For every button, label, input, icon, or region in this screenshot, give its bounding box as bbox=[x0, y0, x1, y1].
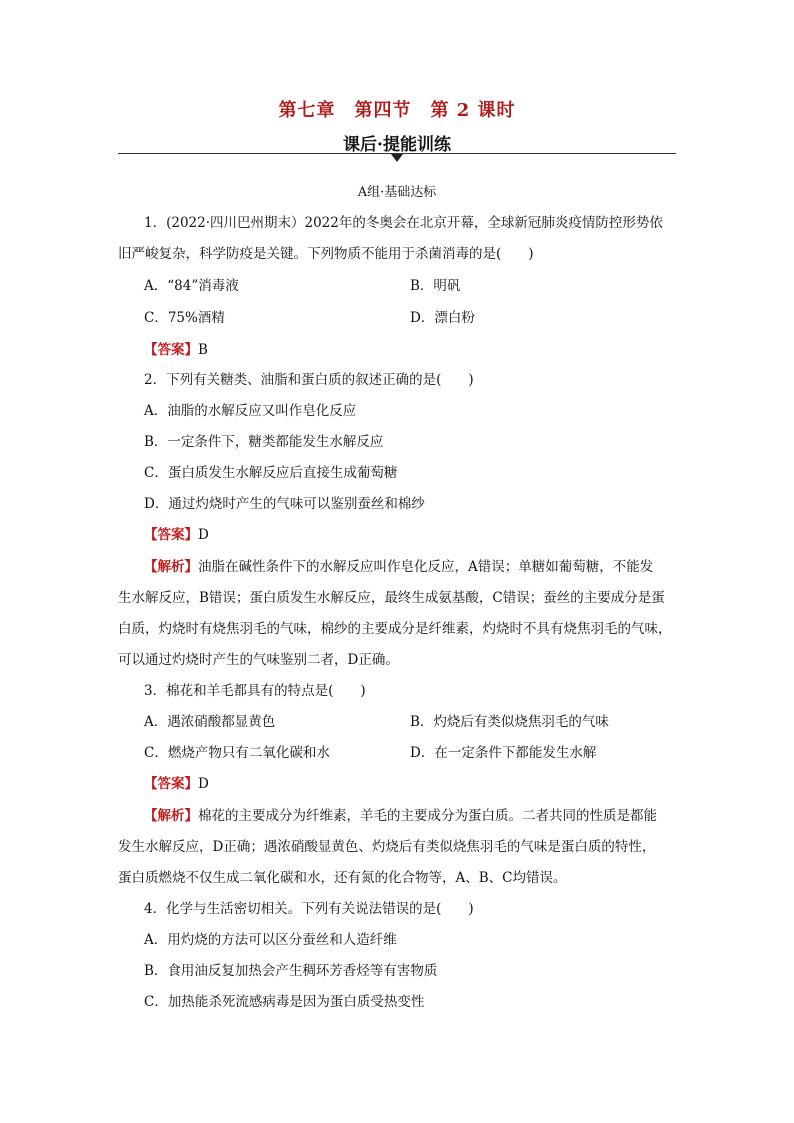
answer-tag: 【答案】 bbox=[144, 776, 198, 792]
q2-stem: 2．下列有关糖类、油脂和蛋白质的叙述正确的是( ) bbox=[144, 372, 474, 388]
q3-analysis-line1 bbox=[144, 806, 657, 826]
q3-option-b: B．灼烧后有类似烧焦羽毛的气味 bbox=[410, 714, 609, 730]
page-title: 第七章 第四节 第 2 课时 bbox=[278, 100, 516, 121]
q3-analysis-line3: 蛋白质燃烧不仅生成二氧化碳和水，还有氮的化合物等，A、B、C均错误。 bbox=[118, 870, 567, 886]
divider-arrow-icon bbox=[391, 154, 403, 162]
q3-option-d: D．在一定条件下都能发生水解 bbox=[410, 745, 597, 761]
q2-analysis-text1: 油脂在碱性条件下的水解反应叫作皂化反应，A错误；单糖如葡萄糖，不能发 bbox=[198, 559, 654, 575]
q2-analysis-line2: 生水解反应，B错误；蛋白质发生水解反应，最终生成氨基酸，C错误；蚕丝的主要成分是蛋 bbox=[118, 590, 665, 606]
q1-answer-value: B bbox=[198, 342, 208, 358]
q1-option-d: D．漂白粉 bbox=[410, 310, 475, 326]
analysis-tag: 【解析】 bbox=[144, 559, 198, 575]
q2-analysis-line1 bbox=[144, 557, 653, 577]
q3-answer-value: D bbox=[198, 776, 209, 792]
q1-option-a: A．“84”消毒液 bbox=[144, 278, 239, 294]
q2-analysis-line4: 可以通过灼烧时产生的气味鉴别二者，D正确。 bbox=[118, 652, 399, 668]
answer-tag: 【答案】 bbox=[144, 342, 198, 358]
q3-option-c: C．燃烧产物只有二氧化碳和水 bbox=[144, 745, 330, 761]
q3-option-a: A．遇浓硝酸都显黄色 bbox=[144, 714, 276, 730]
q2-option-d: D．通过灼烧时产生的气味可以鉴别蚕丝和棉纱 bbox=[144, 496, 425, 512]
q3-analysis-text1: 棉花的主要成分为纤维素，羊毛的主要成分为蛋白质。二者共同的性质是都能 bbox=[198, 808, 657, 824]
q2-option-c: C．蛋白质发生水解反应后直接生成葡萄糖 bbox=[144, 465, 398, 481]
section-label: A组·基础达标 bbox=[357, 185, 437, 200]
q4-option-b: B．食用油反复加热会产生稠环芳香烃等有害物质 bbox=[144, 963, 438, 979]
page-subtitle: 课后·提能训练 bbox=[343, 135, 451, 155]
q3-answer bbox=[144, 774, 209, 794]
q4-stem: 4．化学与生活密切相关。下列有关说法错误的是( ) bbox=[144, 901, 474, 917]
answer-tag: 【答案】 bbox=[144, 527, 198, 543]
q2-analysis-line3: 白质，灼烧时有烧焦羽毛的气味，棉纱的主要成分是纤维素，灼烧时不具有烧焦羽毛的气味， bbox=[118, 621, 672, 637]
q4-option-a: A．用灼烧的方法可以区分蚕丝和人造纤维 bbox=[144, 932, 397, 948]
q1-stem-line1: 1．(2022·四川巴州期末）2022年的冬奥会在北京开幕，全球新冠肺炎疫情防控形势依 bbox=[144, 215, 663, 231]
q1-option-c: C．75%酒精 bbox=[144, 310, 225, 326]
q1-stem-line2: 旧严峻复杂，科学防疫是关键。下列物质不能用于杀菌消毒的是( ) bbox=[118, 246, 534, 262]
q1-option-b: B．明矾 bbox=[410, 278, 461, 294]
q2-answer bbox=[144, 525, 209, 545]
q2-answer-value: D bbox=[198, 527, 209, 543]
q3-analysis-line2: 发生水解反应，D正确；遇浓硝酸显黄色、灼烧后有类似烧焦羽毛的气味是蛋白质的特性， bbox=[118, 839, 656, 855]
q3-stem: 3．棉花和羊毛都具有的特点是( ) bbox=[144, 683, 366, 699]
q4-option-c: C．加热能杀死流感病毒是因为蛋白质受热变性 bbox=[144, 994, 425, 1010]
q2-option-a: A．油脂的水解反应又叫作皂化反应 bbox=[144, 403, 357, 419]
q2-option-b: B．一定条件下，糖类都能发生水解反应 bbox=[144, 434, 384, 450]
q1-answer bbox=[144, 340, 208, 360]
analysis-tag: 【解析】 bbox=[144, 808, 198, 824]
